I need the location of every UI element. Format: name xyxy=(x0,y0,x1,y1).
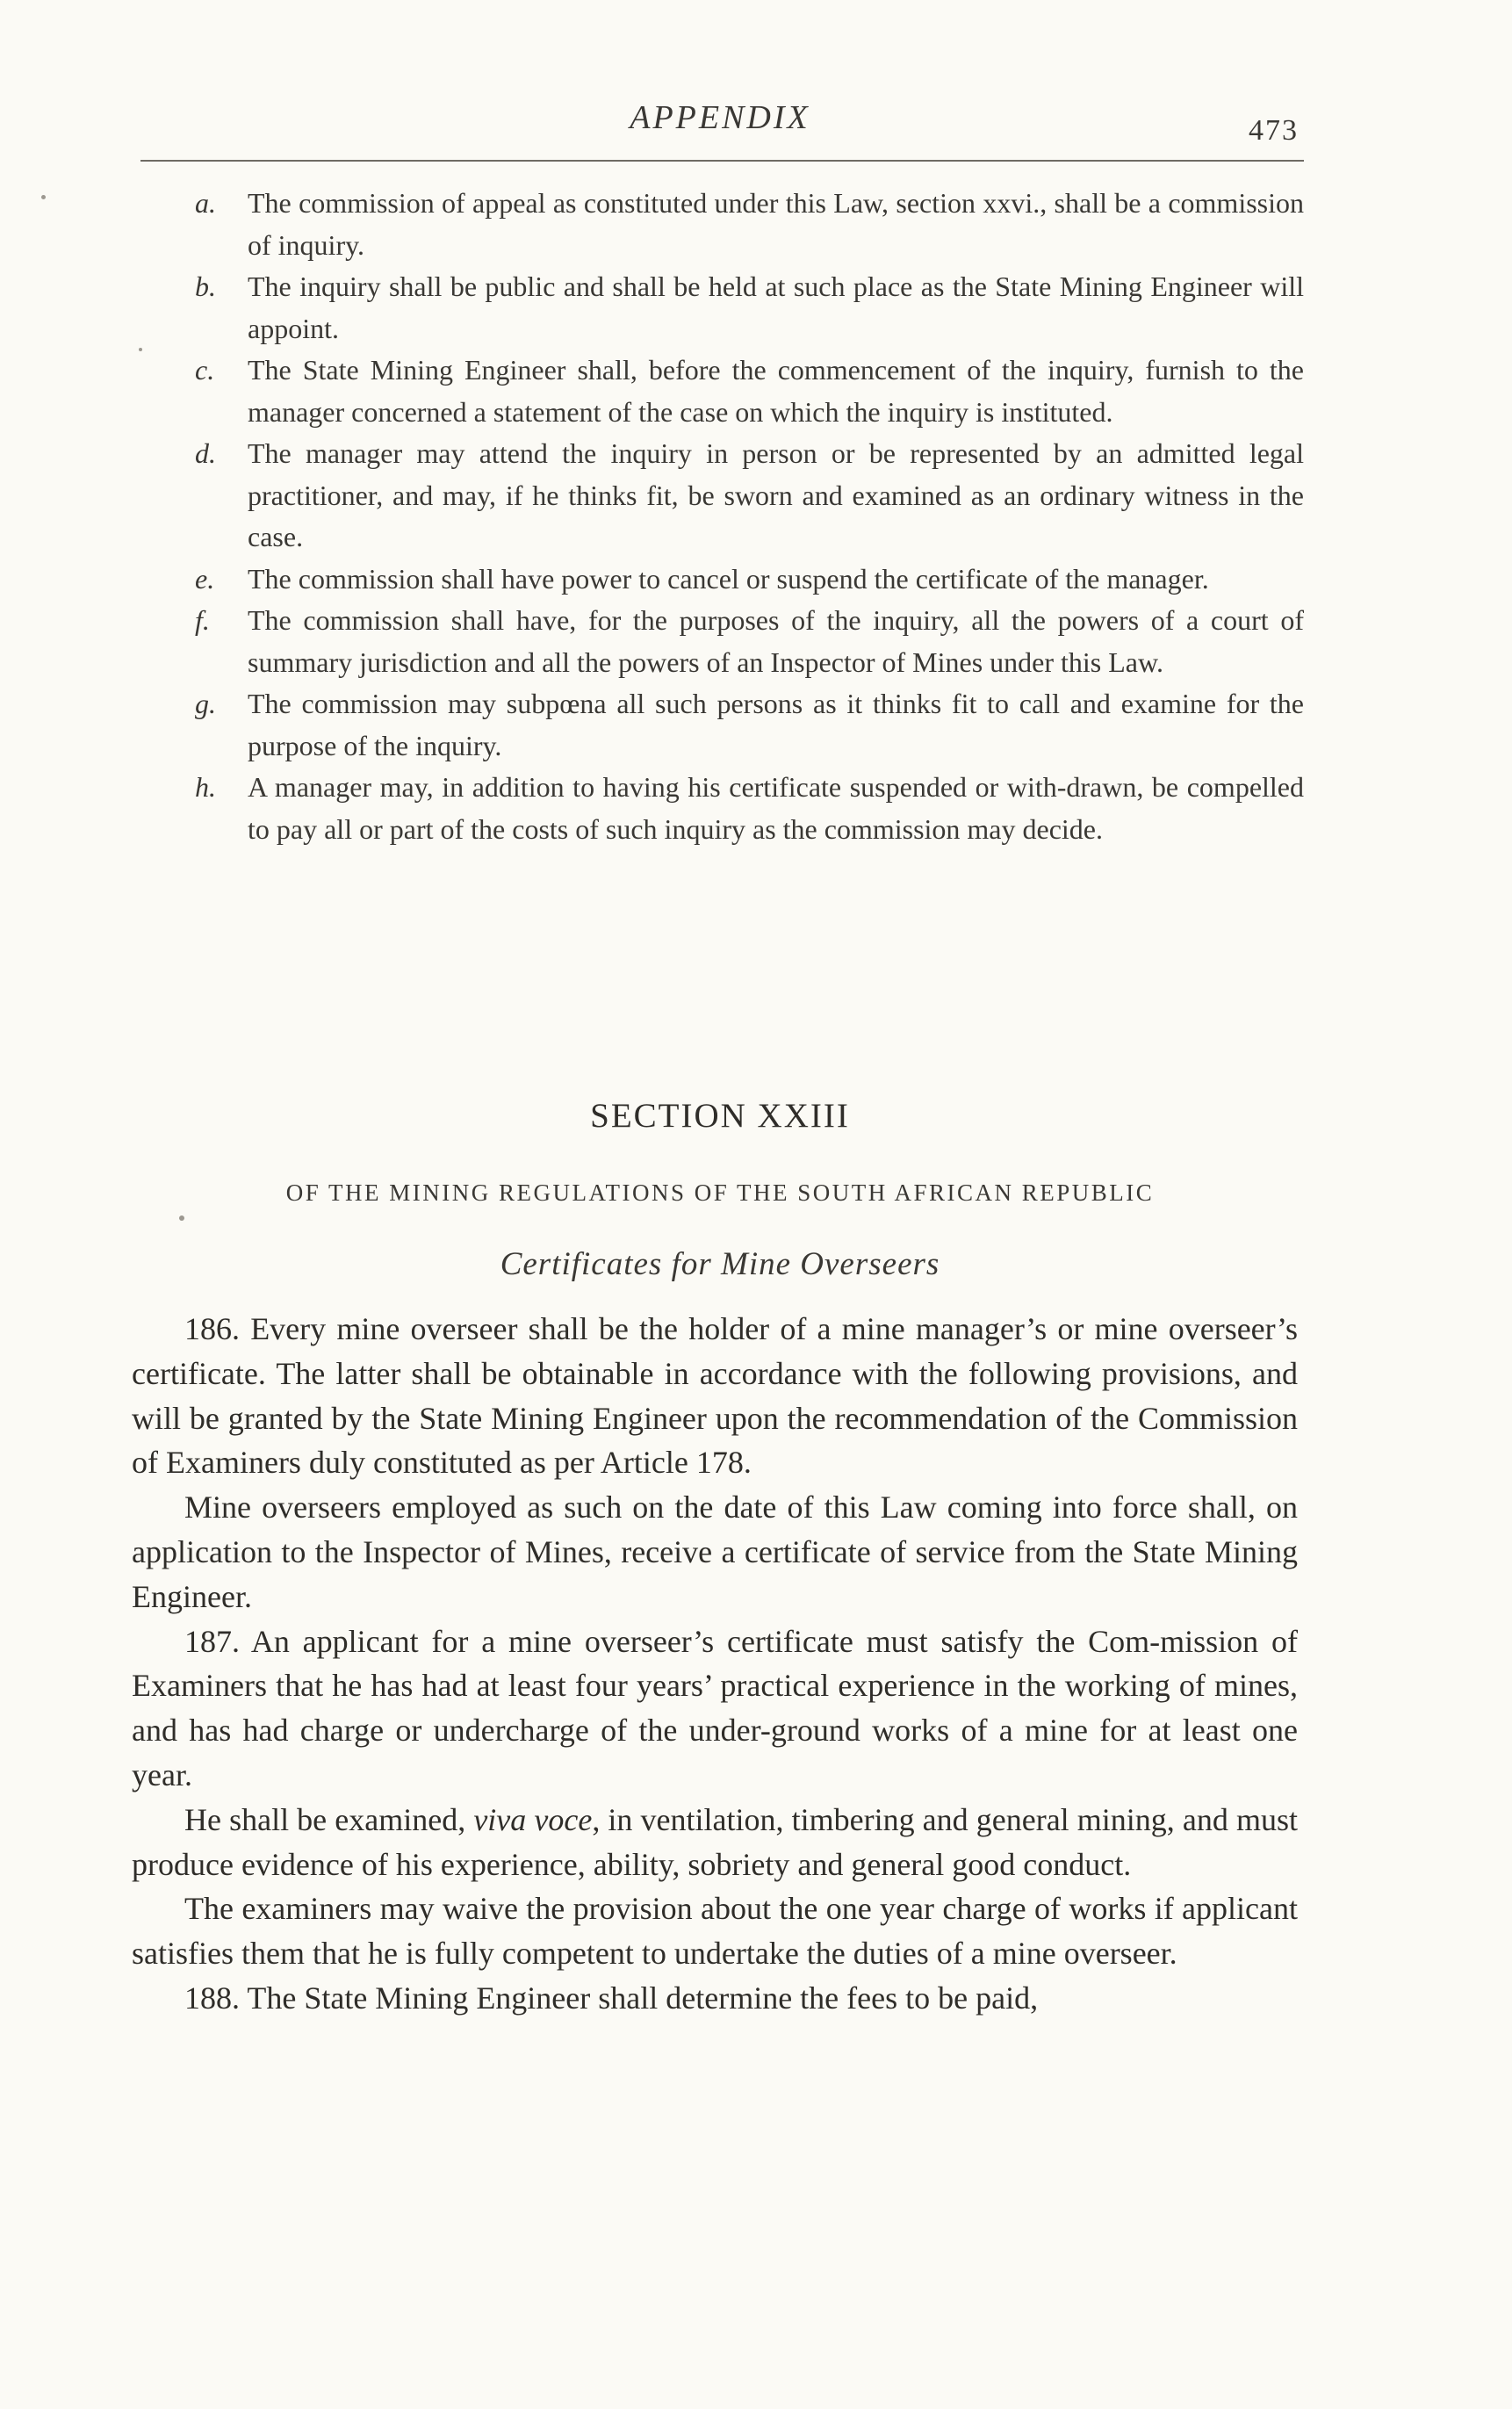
sub-item-letter: f. xyxy=(195,604,210,636)
section-subheading: OF THE MINING REGULATIONS OF THE SOUTH AFRICAN REPUBLIC xyxy=(285,1179,1155,1206)
sub-item-letter: d. xyxy=(195,437,216,469)
sub-item-text: A manager may, in addition to having his certificate suspended or with-drawn, be compelled to pay all or part of the costs of such inquiry as the commission may decide. xyxy=(248,771,1304,845)
paragraph-186: 186. Every mine overseer shall be the holder of a mine manager’s or mine overseer’s certificate. The latter shall be obtainable in accordance with the following provisions, and will be granted by the State Mining Engineer upon the recommendation of the Commission of Examiners duly constituted as per Article 178. xyxy=(132,1311,1298,1481)
sub-item-text: The commission shall have, for the purposes of the inquiry, all the powers of a court of summary jurisdiction and all the powers of an Inspector of Mines under this Law. xyxy=(248,604,1304,678)
page-number: 473 xyxy=(1249,114,1299,147)
italic-phrase: viva voce xyxy=(473,1801,593,1837)
sub-item-text: The manager may attend the inquiry in person or be represented by an admitted legal practitioner, and may, if he thinks fit, be sworn and examined as an ordinary witness in the case. xyxy=(248,437,1304,552)
sub-item-text: The State Mining Engineer shall, before the commencement of the inquiry, furnish to the manager concerned a statement of the case on which the inquiry is instituted. xyxy=(248,354,1304,428)
running-title: APPENDIX xyxy=(630,99,810,136)
print-speck xyxy=(41,195,46,199)
sub-item-list xyxy=(176,183,1304,850)
paragraph-187: 187. An applicant for a mine overseer’s certificate must satisfy the Com-mission of Examiners that he has had at least four years’ practical experience in the working of mines, and has had charge or undercharge of the under-ground works of a mine for at least one year. xyxy=(132,1623,1298,1792)
sub-item-d xyxy=(176,433,1304,559)
sub-item-text: The commission shall have power to cancel or suspend the certificate of the manager. xyxy=(248,562,1209,595)
sub-item-letter: a. xyxy=(195,187,216,219)
sub-item-c xyxy=(176,350,1304,433)
sub-item-a xyxy=(176,183,1304,266)
section-italic-title: Certificates for Mine Overseers xyxy=(500,1246,940,1282)
body-text xyxy=(132,1307,1298,2021)
sub-item-text: The commission may subpœna all such persons as it thinks fit to call and examine for the purpose of the inquiry. xyxy=(248,688,1304,761)
sub-item-e xyxy=(176,559,1304,601)
header-rule xyxy=(140,160,1304,162)
paragraph-188: 188. The State Mining Engineer shall determine the fees to be paid, xyxy=(184,1980,1039,2016)
print-speck xyxy=(179,1215,184,1221)
sub-item-b xyxy=(176,266,1304,350)
print-speck xyxy=(139,348,142,351)
sub-item-text: The commission of appeal as constituted under this Law, section xxvi., shall be a commission of inquiry. xyxy=(248,187,1304,261)
sub-item-g xyxy=(176,683,1304,767)
sub-item-letter: h. xyxy=(195,771,216,803)
paragraph-186-continued: Mine overseers employed as such on the date of this Law coming into force shall, on application to the Inspector of Mines, receive a certificate of service from the State Mining Engineer. xyxy=(132,1489,1298,1614)
text-run: He shall be examined, xyxy=(184,1801,474,1837)
sub-item-letter: e. xyxy=(195,562,215,595)
paragraph-187-examination xyxy=(132,1798,1298,1887)
sub-item-letter: b. xyxy=(195,270,216,302)
sub-item-text: The inquiry shall be public and shall be held at such place as the State Mining Engineer will appoint. xyxy=(248,270,1304,344)
text-run: , in ventilation, timbering and general mining, and must produce evidence of his experience, ability, sobriety and general good conduct. xyxy=(132,1801,1298,1882)
paragraph-187-waiver: The examiners may waive the provision about the one year charge of works if applicant satisfies them that he is fully competent to undertake the duties of a mine overseer. xyxy=(132,1891,1298,1972)
sub-item-f xyxy=(176,600,1304,683)
sub-item-letter: g. xyxy=(195,688,216,719)
sub-item-letter: c. xyxy=(195,354,215,386)
sub-item-h xyxy=(176,767,1304,850)
section-heading: SECTION XXIII xyxy=(590,1097,850,1135)
